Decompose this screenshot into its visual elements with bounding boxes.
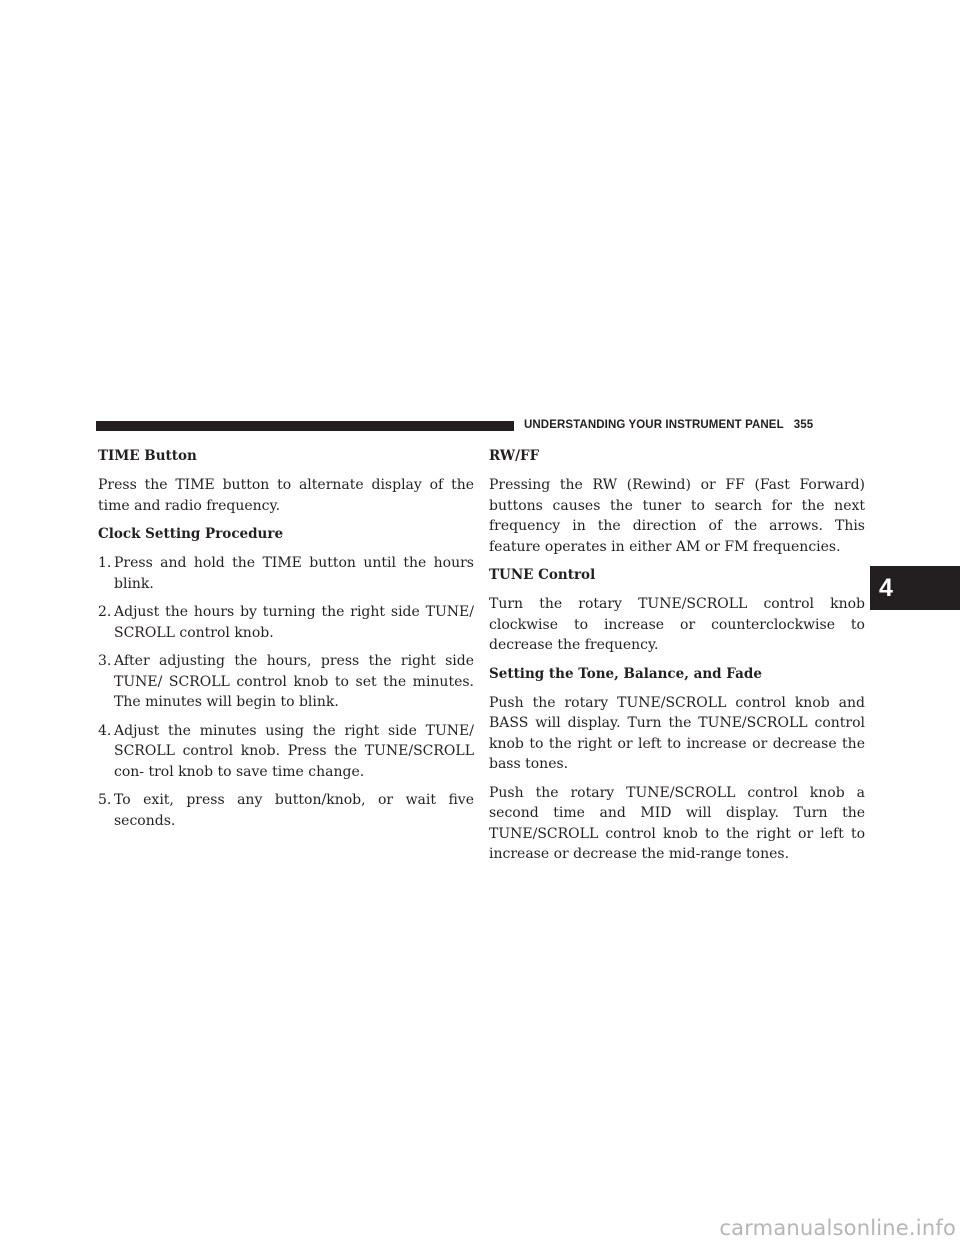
page-number: 355 [793,419,814,431]
time-button-heading: TIME Button [98,448,197,464]
rw-ff-heading: RW/FF [489,448,540,464]
rw-ff-body: Pressing the RW (Rewind) or FF (Fast Forward) buttons causes the tuner to search for the next frequency in the direction of the arrows. This feature operates in either AM or FM frequencies. [489,477,865,555]
tune-control-body: Turn the rotary TUNE/SCROLL control knob clockwise to increase or counterclockwise to decrease the frequency. [489,596,865,653]
chapter-tab [870,566,960,610]
step-item [98,651,474,713]
step-text: Adjust the hours by turning the right side TUNE/ SCROLL control knob. [114,604,474,641]
chapter-number: 4 [879,574,893,602]
tone-paragraph-bass: Push the rotary TUNE/SCROLL control knob and BASS will display. Turn the TUNE/SCROLL control knob to the right or left to increase or decrease the bass tones. [489,694,865,772]
step-number: 3. [98,653,112,669]
tone-balance-fade-heading: Setting the Tone, Balance, and Fade [489,665,762,682]
step-number: 1. [98,555,112,571]
step-number: 5. [98,792,112,808]
tone-paragraph-mid: Push the rotary TUNE/SCROLL control knob a second time and MID will display. Turn the TUNE/SCROLL control knob to the right or left to increase or decrease the mid-range tones. [489,784,865,862]
step-item [98,790,474,831]
step-text: Adjust the minutes using the right side TUNE/ SCROLL control knob. Press the TUNE/SCROLL con- trol knob to save time change. [114,722,474,780]
step-number: 4. [98,722,112,739]
section-title: UNDERSTANDING YOUR INSTRUMENT PANEL [524,419,784,431]
header-rule [96,421,514,431]
running-header [524,419,864,431]
left-column [98,446,474,839]
step-text: To exit, press any button/knob, or wait five seconds. [114,792,474,829]
clock-setting-steps [98,553,474,831]
tune-control-heading: TUNE Control [489,567,596,583]
step-item [98,553,474,594]
clock-setting-heading: Clock Setting Procedure [98,526,284,542]
time-button-body: Press the TIME button to alternate display of the time and radio frequency. [98,477,474,514]
watermark: carmanualsonline.info [719,1216,956,1240]
right-column [489,446,865,873]
step-item [98,721,474,783]
step-text: Press and hold the TIME button until the hours blink. [114,555,474,592]
step-number: 2. [98,604,112,620]
step-text: After adjusting the hours, press the right side TUNE/ SCROLL control knob to set the minutes. The minutes will begin to blink. [114,653,474,710]
step-item [98,602,474,643]
